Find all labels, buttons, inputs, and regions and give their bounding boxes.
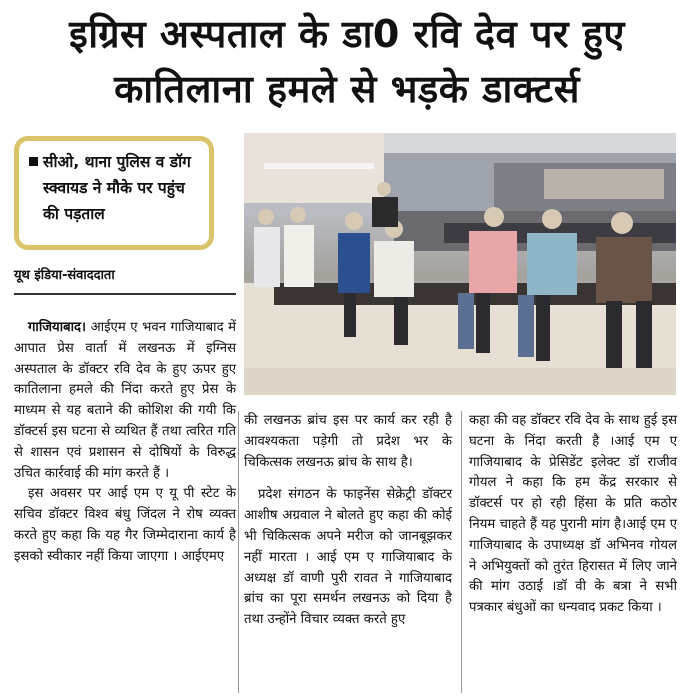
byline-divider	[14, 293, 236, 295]
bullet-square-icon	[29, 157, 38, 166]
article-column-1	[14, 318, 236, 568]
headline-line-2: कातिलाना हमले से भड़के डाक्टर्स	[114, 67, 580, 111]
byline: यूथ इंडिया-संवाददाता	[14, 268, 115, 283]
dateline: गाजियाबाद।	[28, 320, 87, 335]
headline-line-1: इग्रिस अस्पताल के डा0 रवि देव पर हुए	[69, 12, 625, 56]
paragraph-1	[14, 318, 236, 484]
photo-illustration	[244, 133, 676, 395]
paragraph-1-text: आईएम ए भवन गाजियाबाद में आपात प्रेस वार्ता में लखनऊ में इग्निस अस्पताल के डॉक्टर रवि देव के हुए ऊपर हुए कातिलाना हमले की निंदा करते हुए प्रेस के माध्यम से यह बताने की कोशिश की गयी कि डॉक्टर्स इस घटना से व्यथित हैं तथा त्वरित गति से शासन एवं प्रशासन से दोषियों के विरुद्ध उचित कार्रवाई की मांग करते हैं ।	[14, 320, 236, 481]
headline	[0, 6, 694, 116]
column-divider	[461, 411, 462, 693]
paragraph-3: प्रदेश संगठन के फाइनेंस सेक्रेट्री डॉक्टर आशीष अग्रवाल ने बोलते हुए कहा की कोई भी चिकित्सक अपने मरीज को जानबूझकर नहीं मारता । आई एम ए गाजियाबाद के अध्यक्ष डॉ वाणी पुरी रावत ने गाजियाबाद ब्रांच का पूरा समर्थन लखनऊ को दिया है तथा उन्होंने विचार व्यक्त करते हुए	[244, 487, 452, 628]
article-column-2	[244, 411, 452, 631]
press-conference-photo	[244, 133, 676, 395]
paragraph-2-part-1: इस अवसर पर आई एम ए यू पी स्टेट के सचिव डॉक्टर विश्व बंधु जिंदल ने रोष व्यक्त करते हुए कहा कि यह गैर जिम्मेदाराना कार्य है इसको स्वीकार नहीं किया जाएगा । आईएमए	[14, 486, 236, 564]
column-divider	[238, 411, 239, 693]
paragraph-3-part-2: कहा की वह डॉक्टर रवि देव के साथ हुई इस घटना के निंदा करती है ।आई एम ए गाजियाबाद के प्रेसिडेंट इलेक्ट डॉ राजीव गोयल ने कहा कि हम केंद्र सरकार से डॉक्टर्स पर हो रही हिंसा के प्रति कठोर नियम चाहते हैं यह पुरानी मांग है।आई एम ए गाजियाबाद के उपाध्यक्ष डॉ अभिनव गोयल ने अभियुक्तों को तुरंत हिरासत में लिए जाने की मांग उठाई ।डॉ वी के बत्रा ने सभी पत्रकार बंधुओं का धन्यवाद प्रकट किया ।	[469, 413, 677, 616]
article-column-3	[469, 411, 677, 619]
subheadline-text: सीओ, थाना पुलिस व डॉग स्क्वायड ने मौके पर पहुंच की पड़ताल	[43, 153, 191, 223]
subheadline-callout	[14, 136, 214, 250]
paragraph-2-part-2: की लखनऊ ब्रांच इस पर कार्य कर रही है आवश्यकता पड़ेगी तो प्रदेश भर के चिकित्सक लखनऊ ब्रांच के साथ है।	[244, 413, 452, 470]
